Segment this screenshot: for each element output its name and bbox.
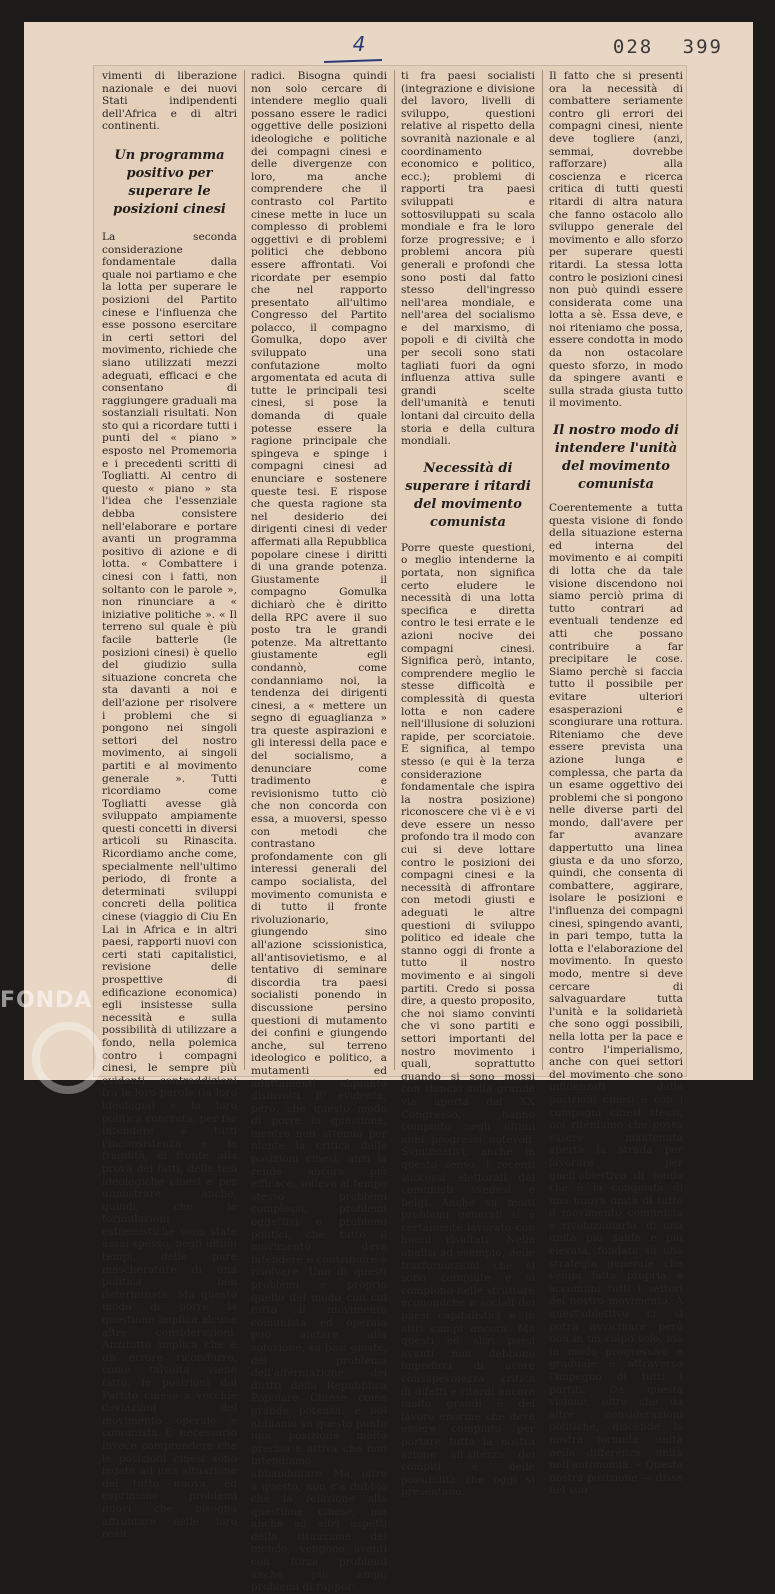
col4-top-paragraph: Il fatto che si presenti ora la necessità di combattere seriamente contro gli errori dei compagni cinesi, niente deve togliere (anzi, semmai, dovrebbe rafforzare) alla coscienza e ricerca critica di tutti questi ritardi di altra natura che fanno ostacolo allo sviluppo generale del movimento e allo sforzo per superare questi ritardi. La stessa lotta contro le posizioni cinesi non può quindi essere considerata come una lotta a sè. Essa deve, e noi riteniamo che possa, essere condotta in modo da non ostacolare questo sforzo, in modo da spingere avanti e sulla strada giusta tutto il movimento. xyxy=(549,70,683,410)
handwritten-page-mark: 4 xyxy=(352,32,366,56)
column-4 xyxy=(549,70,683,1497)
column-rule xyxy=(394,70,395,1070)
column-rule xyxy=(244,70,245,1070)
col1-body: La seconda considerazione fondamentale dalla quale noi partiamo e che la lotta per superare le posizioni del Partito cinese e l'influenza che esse possono esercitare in certi settori del movimento, richiede che siano utilizzati mezzi adeguati, efficaci e che consentano di raggiungere graduali ma sostanziali risultati. Non sto qui a ricordare tutti i punti del « piano » esposto nel Promemoria e i precedenti scritti di Togliatti. Al centro di questo « piano » sta l'idea che l'essenziale debba consistere nell'elaborare e portare avanti un programma positivo di azione e di lotta. « Combattere i cinesi con i fatti, non soltanto con le parole », non rinunciare a « iniziative politiche ». « Il terreno sul quale è più facile batterle (le posizioni cinesi) è quello del giudizio sulla situazione concreta che sta davanti a noi e dell'azione per risolvere i problemi che si pongono nei singoli settori del nostro movimento, ai singoli partiti e al movimento generale ». Tutti ricordiamo come Togliatti avesse già sviluppato ampiamente questi concetti in diversi articoli su Rinascita. Ricordiamo anche come, specialmente nell'ultimo periodo, di fronte a determinati sviluppi concreti della politica cinese (viaggio di Ciu En Lai in Africa e in altri paesi, rapporti nuovi con certi stati capitalistici, revisione delle prospettive di edificazione economica) egli insistesse sulla necessità e sulla possibilità di utilizzare a fondo, nella polemica contro i compagni cinesi, le sempre più evidenti contraddizioni fra le loro parole (la loro ideologia) e la loro politica concreta, per far intendere a tutti l'inconsistenza e la fragilità, di fronte alla prova dei fatti, delle tesi ideologiche cinesi e per dimostrare anche, quindi, che le formulazioni estremistiche sono state assai spesso, negli ultimi tempi, delle pure mascherature di una politica ben determinata. Ma questo modo di porre la questione implica alcune altre considerazioni. Anzitutto implica che è un errore ricondurre, come talvolta viene fatto, le posizioni del Partito cinese a vecchie deviazioni del movimento operaio e comunista. E' necessario invece comprendere che le posizioni cinesi sono legate ad una situazione del tutto nuova, ed esprimono problemi nuovi che bisogna affrontare nelle loro reali xyxy=(102,230,237,1541)
archive-sheet xyxy=(24,22,753,1594)
archive-number-stamp: 028 399 xyxy=(612,36,723,58)
column-rule xyxy=(542,70,543,1070)
col3-heading: Necessità di superare i ritardi del movimento comunista xyxy=(405,460,531,530)
watermark-logo-icon xyxy=(32,1022,104,1094)
col4-heading: Il nostro modo di intendere l'unità del movimento comunista xyxy=(553,423,679,493)
col2-body: radici. Bisogna quindi non solo cercare di intendere meglio quali possano essere le radici oggettive delle posizioni ideologiche e politiche dei compagni cinesi e delle divergenze con loro, ma anche comprendere che il contrasto col Partito cinese mette in luce un complesso di problemi oggettivi e di problemi politici che debbono essere affrontati. Voi ricordate per esempio che nel rapporto presentato all'ultimo Congresso del Partito polacco, il compagno Gomulka, dopo aver sviluppato una confutazione molto argomentata ed acuta di tutte le principali tesi cinesi, si pose la domanda di quale potesse essere la ragione principale che spingeva e spinge i compagni cinesi ad enunciare e sostenere queste tesi. E rispose che questa ragione sta nel desiderio dei dirigenti cinesi di veder affermati alla Repubblica popolare cinese i diritti di una grande potenza. Giustamente il compagno Gomulka dichiarò che è diritto della RPC avere il suo posto tra le grandi potenze. Ma altrettanto giustamente egli condannò, come condanniamo noi, la tendenza dei dirigenti cinesi, a « mettere un segno di eguaglianza » tra queste aspirazioni e gli interessi della pace e del socialismo, a denunciare come tradimento e revisionismo tutto ciò che non concorda con essa, a muoversi, spesso con metodi che contrastano profondamente con gli interessi generali del campo socialista, del movimento comunista e di tutto il fronte rivoluzionario, giungendo sino all'azione scissionistica, all'antisovietismo, e al tentativo di seminare discordia tra paesi socialisti ponendo in discussione persino questioni di mutamento dei confini e giungendo anche, sul terreno ideologico e politico, a mutamenti ed adattamenti alquanto disinvolti. E' evidente, però, che questo modo di porre la questione, mentre non attenua per niente la critica delle posizioni cinesi, anzi la rende ancora più efficace, solleva al tempo stesso problemi complessi, problemi oggettivi e problemi politici, che tutto il movimento deve intendere e contribuire a risolvere. Uno di questi problemi è proprio quello del modo con cui tutto il movimento comunista ed operaio può aiutare alla soluzione, su basi giuste, del problema dell'affermazione dei diritti della Repubblica Popolare Cinese come grande potenza: e noi abbiamo su questo punto una posizione molto precisa e attiva che non intendiamo abbandonare. Ma, oltre a questo, non c'è dubbio che la relazione alla questione cinese, ma anche ad altri aspetti della situazione del mondo, vengono avanti con forza problemi anche più ampi; problemi di rappor- xyxy=(251,70,387,1594)
col3-body: Porre queste questioni, o meglio intenderne la portata, non significa certo eludere le necessità di una lotta specifica e diretta contro le tesi errate e le azioni nocive dei compagni cinesi. Significa però, intanto, comprendere meglio le stesse difficoltà e complessità di questa lotta e non cadere nell'illusione di soluzioni rapide, per scorciatoie. E significa, al tempo stesso (e qui è la terza considerazione fondamentale che ispira la nostra posizione) riconoscere che vi è e vi deve essere un nesso profondo tra il modo con cui si deve lottare contro le posizioni dei compagni cinesi e la necessità di affrontare con metodi giusti e adeguati le altre questioni di sviluppo politico ed ideale che stanno oggi di fronte a tutto il nostro movimento e ai singoli partiti. Credo si possa dire, a questo proposito, che noi siamo convinti che vi sono partiti e settori importanti del nostro movimento i quali, soprattutto quando si sono mossi con slancio sulla grande via aperta dal XX Congresso, hanno compiuto negli ultimi anni progressi notevoli. Significativi, anche in questo senso, i recenti successi elettorali dei comunisti svedesi e belgi. Anche su molti problemi generali si è certamente lavorato con buoni risultati. Nella analisi ad esempio, delle trasformazioni che si sono compiute e si compiono nelle strutture economiche e sociali dei paesi capitalistici e in altri campi ancora. Ma questi ed altri passi avanti non debbono impedirci di avere consapevolezza critica di difetti e ritardi ancora molto grandi e del lavoro enorme che deve essere compiuto per portare tutta la nostra azione all'altezza dei compiti e delle possibilità che oggi si presentano. xyxy=(401,541,535,1499)
column-1 xyxy=(102,70,237,1541)
column-3 xyxy=(401,70,535,1499)
column-2 xyxy=(251,70,387,1594)
newspaper-clipping xyxy=(94,66,686,1594)
col1-heading: Un programma positivo per superare le posizioni cinesi xyxy=(113,147,226,217)
handwritten-underline xyxy=(324,59,382,63)
col4-body: Coerentemente a tutta questa visione di fondo della situazione esterna ed interna del movimento e ai compiti di lotta che da tale visione discendono noi siamo perciò prima di tutto contrari ad eventuali tendenze ed atti che possano contribuire a far precipitare le cose. Siamo perchè si faccia tutto il possibile per evitare ulteriori esasperazioni e scongiurare una rottura. Riteniamo che deve essere prevista una azione lunga e complessa, che parta da un esame oggettivo dei problemi che si pongono nelle diverse parti del mondo, dall'avere per far avanzare dappertutto una linea giusta e da uno sforzo, quindi, che consenta di combattere, aggirare, isolare le posizioni e l'influenza dei compagni cinesi, spingendo avanti, in pari tempo, tutta la lotta e l'elaborazione del movimento. In questo modo, mentre si deve cercare di salvaguardare tutta l'unità e la solidarietà che sono oggi possibili, nella lotta per la pace e contro l'imperialismo, anche con quei settori del movimento che sono influenzati dalle posizioni cinesi e con i compagni cinesi stessi, noi riteniamo che possa essere mantenuta aperta la strada per lavorare per quell'obiettivo di fondo che è la conquista di una nuova unità di tutto il movimento comunista e rivoluzionario, di una unità più salda e più elevata, fondata su una strategia generale che venga fatta propria e accomuni tutti i settori del nostro movimento. A quest'obiettivo ci si potrà avvicinare però non in un colpo solo, ma in modo progressivo e graduale e attraverso l'impegno di tutti i partiti. Da questa visione, oltre che da altre considerazioni politiche, discende la nostra formula: unità nella differenza, unità nell'autonomia. « Questa nostra posizione — disse nel suo xyxy=(549,502,683,1497)
col1-top-paragraph: vimenti di liberazione nazionale e dei nuovi Stati indipendenti dell'Africa e di altri continenti. xyxy=(102,70,237,133)
col3-top-paragraph: ti fra paesi socialisti (integrazione e divisione del lavoro, livelli di sviluppo, questioni relative al rispetto della sovranità nazionale e al coordinamento economico e politico, ecc.); problemi di rapporti tra paesi sviluppati e sottosviluppati su scala mondiale e fra le loro forze progressive; e i problemi ancora più generali e profondi che sono posti dal fatto stesso dell'ingresso nell'area mondiale, e nell'area del socialismo e del marxismo, di popoli e di civiltà che per secoli sono stati tagliati fuori da ogni influenza attiva sulle grandi scelte dell'umanità e tenuti lontani dal circuito della storia e della cultura mondiali. xyxy=(401,70,535,448)
watermark-logo-text: FONDA xyxy=(0,988,93,1013)
